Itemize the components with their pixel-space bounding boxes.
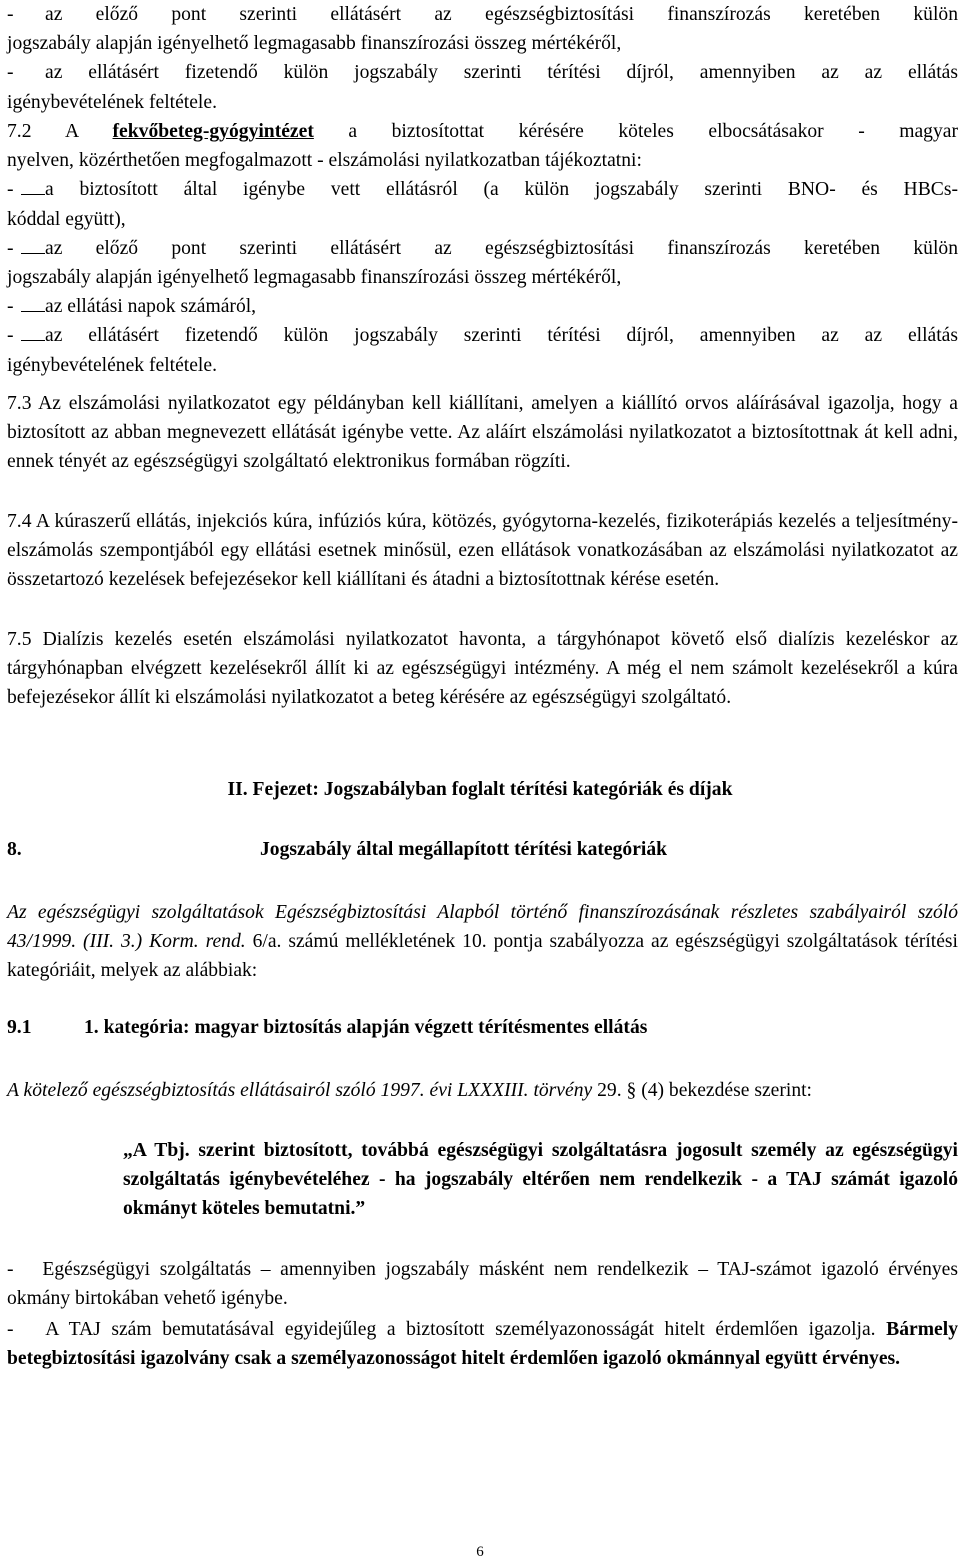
list-item-continuation: jogszabály alapján igényelhető legmagasabb finanszírozási összeg mértékéről, [7, 33, 622, 55]
page-number: 6 [476, 1544, 484, 1560]
section-8-paragraph: Az egészségügyi szolgáltatások Egészségbiztosítási Alapból történő finanszírozásának részletes szabályairól szóló 43/1999. (III. 3.) Korm. rend. 6/a. számú mellékletének 10. pontja szabályozza az egészségügyi szolgáltatások térítési kategóriáit, melyek az alábbiak: [7, 902, 958, 982]
list-item: - az előző pont szerinti ellátásért az egészségbiztosítási finanszírozás keretében külön [7, 237, 958, 259]
list-item: - az ellátásért fizetendő külön jogszabály szerinti térítési díjról, amennyiben az az ellátás [7, 62, 958, 84]
list-item-continuation: igénybevételének feltétele. [7, 91, 217, 113]
section-9-1-paragraph: A kötelező egészségbiztosítás ellátásairól szóló 1997. évi LXXXIII. törvény 29. § (4) bekezdése szerint: [7, 1080, 813, 1101]
legal-quote: „A Tbj. szerint biztosított, továbbá egészségügyi szolgáltatásra jogosult személy az egészségügyi szolgáltatás igénybevételéhez - ha jogszabály eltérően nem rendelkezik - a TAJ számát igazoló okmányt köteles bemutatni.” [123, 1140, 958, 1220]
section-7-2 [7, 117, 958, 380]
chapter-heading: II. Fejezet: Jogszabályban foglalt térítési kategóriák és díjak [227, 779, 733, 800]
dash-paragraph-1: - Egészségügyi szolgáltatás – amennyiben jogszabály másként nem rendelkezik – TAJ-számot igazoló érvényes okmány birtokában vehető igénybe. [7, 1259, 959, 1310]
section-7-5: 7.5 Dialízis kezelés esetén elszámolási nyilatkozatot havonta, a tárgyhónapot követő első dialízis kezeléskor az tárgyhónapban elvégzett kezelésekről állít ki az egészségügyi intézmény. A még el nem számolt kezelésekről a kúra befejezésekor állít ki elszámolási nyilatkozatot a beteg kérésére az egészségügyi szolgáltató. [7, 629, 958, 709]
list-item-continuation: kóddal együtt), [7, 208, 126, 230]
list-item: - a biztosított által igénybe vett ellátásról (a külön jogszabály szerinti BNO- és HBCs- [7, 179, 958, 201]
document-page: - az előző pont szerinti ellátásért az egészségbiztosítási finanszírozás keretében külön jogszabály alapján igényelhető legmagasabb finanszírozási összeg mértékéről, - az ellátásért fizetendő külön jogszabály szerinti térítési díjról, amennyiben az az ellátás igénybevételének feltétele. 7.2 A fekvőbeteg-gyógyintézet a biztosítottat kérésére köteles elbocsátásakor - magyar nyelven, közérthetően megfogalmazott - elszámolási nyilatkozatban tájékoztatni: - a biztosított által igénybe vett ellátásról (a külön jogszabály szerinti BNO- és HBCs- kóddal együtt), - az előző pont szerinti ellátásért az egészségbiztosítási finanszírozás keretében külön jogszabály alapján igényelhető legmagasabb finanszírozási összeg mértékéről, - az ellátási napok számáról, - az ellátásért fizetendő külön jogszabály szerinti térítési díjról, amennyiben az az ellátás igénybevételének feltétele. 7.3 Az elszámolási nyilatkozatot egy példányban kell kiállítani, amelyen a kiállító orvos aláírásával igazolja, hogy a biztosított az abban megnevezett ellátását igénybe vette. Az aláírt elszámolási nyilatkozatot a biztosítottnak át kell adni, ennek tényét az egészségügyi szolgáltató elektronikus formában rögzíti. 7.4 A kúraszerű ellátás, injekciós kúra, infúziós kúra, kötözés, gyógytorna-kezelés, fizikoterápiás kezelés a teljesítmény-elszámolás szempontjából egy ellátási esetnek minősül, ezen ellátások vonatkozásában az elszámolási nyilatkozatot az összetartozó kezelések befejezésekor kell kiállítani és átadni a biztosítottnak kérése esetén. 7.5 Dialízis kezelés esetén elszámolási nyilatkozatot havonta, a tárgyhónapot követő első dialízis kezeléskor az tárgyhónapban elvégzett kezelésekről állít ki az egészségügyi intézmény. A még el nem számolt kezelésekről a kúra befejezésekor állít ki elszámolási nyilatkozatot a beteg kérésére az egészségügyi szolgáltató. II. Fejezet: Jogszabályban foglalt térítési kategóriák és díjak 8. Jogszabály által megállapított térítési kategóriák Az egészségügyi szolgáltatások Egészségbiztosítási Alapból történő finanszírozásának részletes szabályairól szóló 43/1999. (III. 3.) Korm. rend. 6/a. számú mellékletének 10. pontja szabályozza az egészségügyi szolgáltatások térítési kategóriáit, melyek az alábbiak: 9.1 1. kategória: magyar biztosítás alapján végzett térítésmentes ellátás A kötelező egészségbiztosítás ellátásairól szóló 1997. évi LXXXIII. törvény 29. § (4) bekezdése szerint: „A Tbj. szerint biztosított, továbbá egészségügyi szolgáltatásra jogosult személy az egészségügyi szolgáltatás igénybevételéhez - ha jogszabály eltérően nem rendelkezik - a TAJ számát igazoló okmányt köteles bemutatni.” - Egészségügyi szolgáltatás – amennyiben jogszabály másként nem rendelkezik – TAJ-számot igazoló érvényes okmány birtokában vehető igénybe. - A TAJ szám bemutatásával egyidejűleg a biztosított személyazonosságát hitelt érdemlően igazolja. Bármely betegbiztosítási igazolvány csak a személyazonosságot hitelt érdemlően igazoló okmánnyal együtt érvényes. 6 [0, 0, 960, 1565]
dash-paragraph-2: - A TAJ szám bemutatásával egyidejűleg a biztosított személyazonosságát hitelt érdemlően igazolja. Bármely betegbiztosítási igazolvány csak a személyazonosságot hitelt érdemlően igazoló okmánnyal együtt érvényes. [7, 1319, 958, 1370]
section-7-2-line2: nyelven, közérthetően megfogalmazott - elszámolási nyilatkozatban tájékoztatni: [7, 150, 642, 172]
list-item: - az előző pont szerinti ellátásért az egészségbiztosítási finanszírozás keretében külön [7, 4, 958, 25]
list-item: - az ellátásért fizetendő külön jogszabály szerinti térítési díjról, amennyiben az az ellátás [7, 325, 958, 347]
list-item-continuation: jogszabály alapján igényelhető legmagasabb finanszírozási összeg mértékéről, [7, 267, 622, 289]
list-item-continuation: igénybevételének feltétele. [7, 354, 217, 376]
section-7-3: 7.3 Az elszámolási nyilatkozatot egy példányban kell kiállítani, amelyen a kiállító orvos aláírásával igazolja, hogy a biztosított az abban megnevezett ellátását igénybe vette. Az aláírt elszámolási nyilatkozatot a biztosítottnak át kell adni, ennek tényét az egészségügyi szolgáltató elektronikus formában rögzíti. [7, 393, 958, 473]
section-7-4: 7.4 A kúraszerű ellátás, injekciós kúra, infúziós kúra, kötözés, gyógytorna-kezelés, fizikoterápiás kezelés a teljesítmény-elszámolás szempontjából egy ellátási esetnek minősül, ezen ellátások vonatkozásában az elszámolási nyilatkozatot az összetartozó kezelések befejezésekor kell kiállítani és átadni a biztosítottnak kérése esetén. [7, 511, 958, 591]
term-fekvobeteg: fekvőbeteg-gyógyintézet [112, 121, 314, 142]
list-item: - az ellátási napok számáról, [7, 296, 257, 318]
intro-list [7, 0, 958, 117]
section-7-2-lead: 7.2 A fekvőbeteg-gyógyintézet a biztosítottat kérésére köteles elbocsátásakor - magyar [7, 121, 958, 142]
